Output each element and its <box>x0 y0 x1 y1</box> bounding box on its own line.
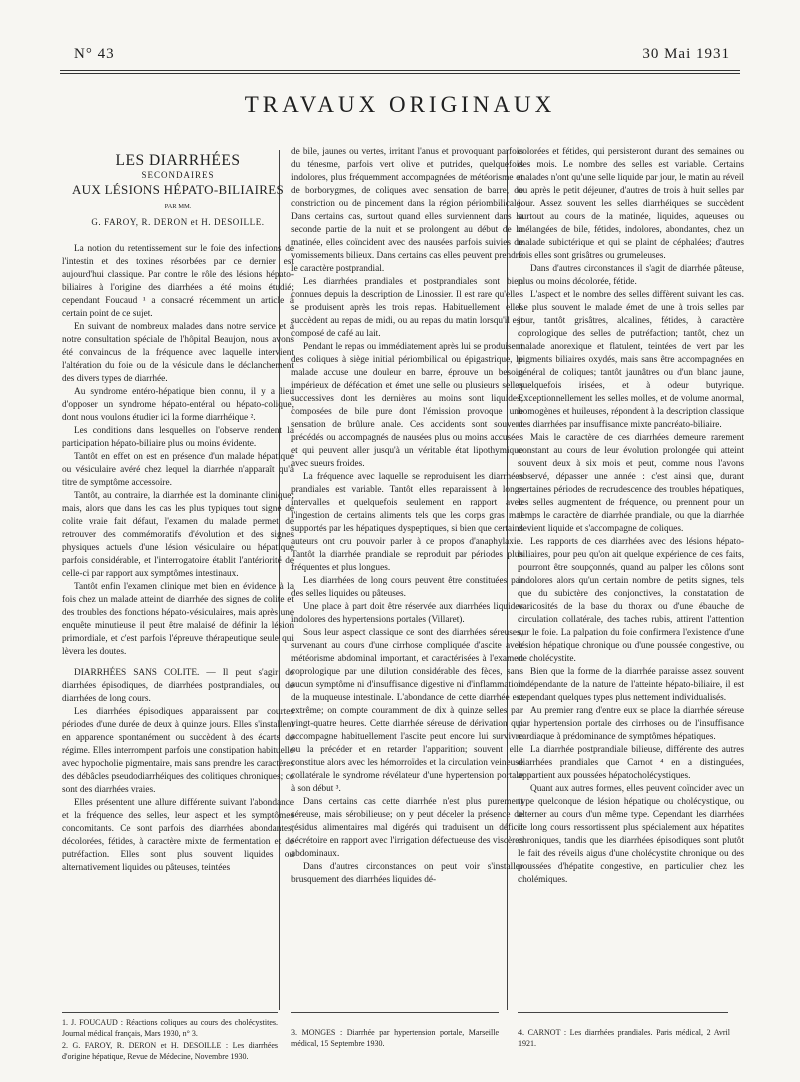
paragraph: Sous leur aspect classique ce sont des diarrhées séreuses, survenant au cours d'une cirrhose compliquée d'ascite avec météorisme abdominal important, et caractérisées à l'examen coprologique par une dilution considérable des fèces, sans aucun symptôme ni d'insuffisance digestive ni d'inflammation de la muqueuse intestinale. L'abondance de cette diarrhée est extrême; on compte couramment de dix à quinze selles par vingt-quatre heures. Cette diarrhée séreuse de dérivation qui accompagne habituellement l'ascite peut encore lui survivre ou la précéder et en retarder l'apparition; souvent elle constitue alors avec les hémorroïdes et la circulation veineuse collatérale le syndrome révélateur d'une hypertension portale à son début ³. <box>291 628 523 794</box>
footnote: 1. J. FOUCAUD : Réactions coliques au cours des cholécystites. Journal médical français, Mars 1930, n° 3. <box>62 1018 278 1038</box>
footnote: 2. G. FAROY, R. DERON et H. DESOILLE : Les diarrhées d'origine hépatique, Revue de Médecine, Novembre 1930. <box>62 1041 278 1061</box>
footnote: 4. CARNOT : Les diarrhées prandiales. Paris médical, 2 Avril 1921. <box>518 1028 730 1048</box>
footnote-rule <box>62 1012 278 1013</box>
paragraph: La fréquence avec laquelle se reproduisent les diarrhées prandiales est variable. Tantôt elles reparaissent à longs intervalles et quelquefois seulement en rapport avec l'ingestion de certains aliments tels que les corps gras mal supportés par les hépatiques dyspeptiques, si bien que certains auteurs ont cru pouvoir parler à ce propos d'anaphylaxie. Tantôt la diarrhée prandiale se reproduit par périodes plus fréquentes et plus longues. <box>291 472 523 573</box>
paragraph: DIARRHÉES SANS COLITE. — Il peut s'agir de diarrhées épisodiques, de diarrhées postprandiales, ou de diarrhées de long cours. <box>62 668 294 704</box>
paragraph: Tantôt en effet on est en présence d'un malade hépatique ou vésiculaire avéré chez lequel la diarrhée n'apparaît qu'à titre de symptôme accessoire. <box>62 452 294 488</box>
footnote-rule <box>291 1012 499 1013</box>
paragraph: Elles présentent une allure différente suivant l'abondance et la fréquence des selles, leur aspect et les symptômes concomitants. Ce sont parfois des diarrhées abondantes, décolorées, fétides, à caractère mixte de fermentation et de putréfaction. Elles sont plus souvent liquides ou alternativement liquides ou pâteuses, teintées <box>62 798 294 873</box>
column-1 <box>62 150 294 875</box>
paragraph: Tantôt enfin l'examen clinique met bien en évidence à la fois chez un malade atteint de diarrhée des signes de colite et des troubles des fonctions hépato-vésiculaires, mais après une enquête minutieuse il peut être malaisé de définir la lésion primordiale, et c'est parfois l'épreuve thérapeutique seule qui lèvera les doutes. <box>62 582 294 657</box>
paragraph: Les rapports de ces diarrhées avec des lésions hépato-biliaires, pour peu qu'on ait quelque expérience de ces faits, pourront être soupçonnés, quand au palper les côlons sont indolores alors qu'un certain nombre de petits signes, tels que du subictère des conjonctives, la constatation de varicosités de la base du thorax ou d'une ébauche de circulation collatérale, des taches rubis, attirent l'attention sur le foie. La palpation du foie confirmera l'existence d'une lésion hépatique chronique ou d'une poussée congestive, ou de cholécystite. <box>518 537 744 664</box>
footnotes-column-2 <box>291 1028 499 1051</box>
paragraph: Dans d'autres circonstances on peut voir s'installer brusquement des diarrhées liquides dé- <box>291 862 523 885</box>
paragraph: Pendant le repas ou immédiatement après lui se produisent des coliques à siège initial périombilical ou épigastrique, le malade accuse une douleur en barre, éprouve un besoin impérieux de défécation et émet une selle ou plusieurs selles successives dont les dernières au moins sont liquides, composées de bile pure dont l'émission provoque une sensation de brûlure anale. Ces accidents sont souvent précédés ou accompagnés de nausées plus ou moins accusées et qui peuvent aller jusqu'à un véritable état lipothymique avec sueurs froides. <box>291 342 523 469</box>
paragraph: de bile, jaunes ou vertes, irritant l'anus et provoquant parfois du ténesme, parfois vert olive et putrides, quelquefois indolores, plus fréquemment accompagnées de météorisme et de borborygmes, de coliques avec sensation de barre, de constriction ou de pincement dans la région périombilicale. Dans certains cas, surtout quand elles surviennent dans la seconde partie de la nuit et se prolongent au début de la matinée, elles coïncident avec des nausées parfois suivies de vomissements bilieux. Dans certains cas elles peuvent prendre le caractère postprandial. <box>291 147 523 274</box>
paragraph: colorées et fétides, qui persisteront durant des semaines ou des mois. Le nombre des selles est variable. Certains malades n'ont qu'une selle liquide par jour, le matin au réveil ou après le petit déjeuner, d'autres de trois à huit selles par jour. Assez souvent les selles diarrhéiques se succèdent surtout au cours de la matinée, liquides, aqueuses ou mélangées de bile, fétides, indolores, abondantes, chez un malade subictérique et qui se plaint de céphalées; d'autres fois elles sont grisâtres ou grumeleuses. <box>518 147 744 261</box>
paragraph: Les diarrhées épisodiques apparaissent par courtes périodes d'une durée de deux à quinze jours. Elles s'installent en apparence spontanément ou succèdent à des écarts de régime. Elles interrompent parfois une constipation habituelle avec hypocholie pigmentaire, mais sans prendre les caractères des débâcles pseudodiarrhéiques des colitiques chroniques; ce sont des diarrhées vraies. <box>62 707 294 795</box>
paragraph: Au syndrome entéro-hépatique bien connu, il y a lieu d'opposer un syndrome hépato-entéral ou hépato-colique, dont nous voulons étudier ici la forme diarrhéique ². <box>62 387 294 423</box>
article-subtitle-2: AUX LÉSIONS HÉPATO-BILIAIRES <box>71 182 285 197</box>
section-title: TRAVAUX ORIGINAUX <box>244 92 556 117</box>
issue-date: 30 Mai 1931 <box>642 46 730 62</box>
paragraph: Tantôt, au contraire, la diarrhée est la dominante clinique; mais, alors que dans les cas les plus typiques tout signe de colite vraie fait défaut, l'examen du malade permet de retrouver des commémoratifs d'évolution et des signes physiques actuels d'une lésion vésiculaire ou hépatique parfois considérable, et l'interrogatoire établit l'antériorité de celle-ci par rapport aux symptômes intestinaux. <box>62 491 294 579</box>
paragraph: Les conditions dans lesquelles on l'observe rendent la participation hépato-biliaire plus ou moins évidente. <box>62 426 294 449</box>
paragraph: Les diarrhées de long cours peuvent être constituées par des selles liquides ou pâteuses. <box>291 576 523 599</box>
paragraph: L'aspect et le nombre des selles diffèrent suivant les cas. Le plus souvent le malade émet de une à trois selles par jour, tantôt grisâtres, alcalines, fétides, à caractère coprologique des selles de putréfaction; tantôt, chez un malade anorexique et flatulent, teintées de vert par les pigments biliaires oxydés, mais sans être accompagnées en général de coliques; tantôt jaunâtres ou d'un blanc jaune, quelquefois irisées, et à odeur butyrique. Exceptionnellement les selles molles, et de volume anormal, homogènes et huileuses, répondent à la description classique des diarrhées par insuffisance mixte pancréato-biliaire. <box>518 290 744 430</box>
paragraph: Dans certains cas cette diarrhée n'est plus purement séreuse, mais sérobilieuse; on y peut déceler la présence de résidus alimentaires mal digérés qui traduisent un déficit sécrétoire en rapport avec l'irrigation défectueuse des viscères abdominaux. <box>291 797 523 859</box>
header-rule <box>60 70 740 71</box>
footnote: 3. MONGES : Diarrhée par hypertension portale, Marseille médical, 15 Septembre 1930. <box>291 1028 499 1048</box>
footnotes-column-1 <box>62 1018 278 1064</box>
byline-prefix: PAR MM. <box>164 203 192 210</box>
issue-number: N° 43 <box>74 46 115 62</box>
article-title: LES DIARRHÉES <box>115 152 241 169</box>
paragraph: Au premier rang d'entre eux se place la diarrhée séreuse par hypertension portale des cirrhoses ou de l'insuffisance cardiaque à prédominance de symptômes hépatiques. <box>518 706 744 742</box>
article-authors: G. FAROY, R. DERON et H. DESOILLE. <box>91 217 265 227</box>
paragraph: Quant aux autres formes, elles peuvent coïncider avec un type quelconque de lésion hépatique ou cholécystique, ou alterner au cours d'un même type. Cependant les diarrhées de long cours ressortissent plus spécialement aux hépatites chroniques, tandis que les diarrhées épisodiques sont plutôt le fait des réveils aigus d'une cholécystite chronique ou des poussées d'hépatite congestive, en particulier chez les cholémiques. <box>518 784 744 885</box>
footnote-rule <box>518 1012 728 1013</box>
column-2 <box>291 146 523 887</box>
footnotes-column-3 <box>518 1028 730 1051</box>
paragraph: Les diarrhées prandiales et postprandiales sont bien connues depuis la description de Linossier. Il est rare qu'elles se produisent après les trois repas. Habituellement elles succèdent au repas de midi, ou au repas du matin lorsqu'il est composé de café au lait. <box>291 277 523 339</box>
paragraph: Mais le caractère de ces diarrhées demeure rarement constant au cours de leur évolution prolongée qui atteint souvent deux à six mois et peut, comme nous l'avons observé, dépasser une année : c'est ainsi que, durant certaines périodes de recrudescence des troubles hépatiques, les selles augmentent de fréquence, ou prennent pour un temps le caractère de diarrhée prandiale, ou que la diarrhée devient liquide et s'accompagne de coliques. <box>518 433 744 534</box>
paragraph: Bien que la forme de la diarrhée paraisse assez souvent indépendante de la nature de l'atteinte hépato-biliaire, il est cependant quelques types plus nettement individualisés. <box>518 667 744 703</box>
paragraph: Dans d'autres circonstances il s'agit de diarrhée pâteuse, plus ou moins décolorée, fétide. <box>518 264 744 287</box>
header-rule-thin <box>60 73 740 74</box>
column-3 <box>518 146 744 887</box>
article-subtitle: SECONDAIRES <box>141 170 215 180</box>
paragraph: La diarrhée postprandiale bilieuse, différente des autres diarrhées prandiales que Carnot ⁴ en a distinguées, appartient aux poussées hépatocholécystiques. <box>518 745 744 781</box>
paragraph: La notion du retentissement sur le foie des infections de l'intestin et des toxines résorbées par ce dernier est aujourd'hui classique. Par contre le rôle des lésions hépato-biliaires à l'origine des diarrhées a été moins étudié; cependant Foucaud ¹ a consacré récemment un article à certain point de ce sujet. <box>62 244 294 319</box>
paragraph: En suivant de nombreux malades dans notre service et à notre consultation spéciale de l'hôpital Beaujon, nous avons été convaincus de la fréquence avec laquelle intervient l'altération du foie ou de la vésicule dans le déclanchement des divers types de diarrhée. <box>62 322 294 384</box>
paragraph: Une place à part doit être réservée aux diarrhées liquides indolores des hypertensions portales (Villaret). <box>291 602 523 625</box>
